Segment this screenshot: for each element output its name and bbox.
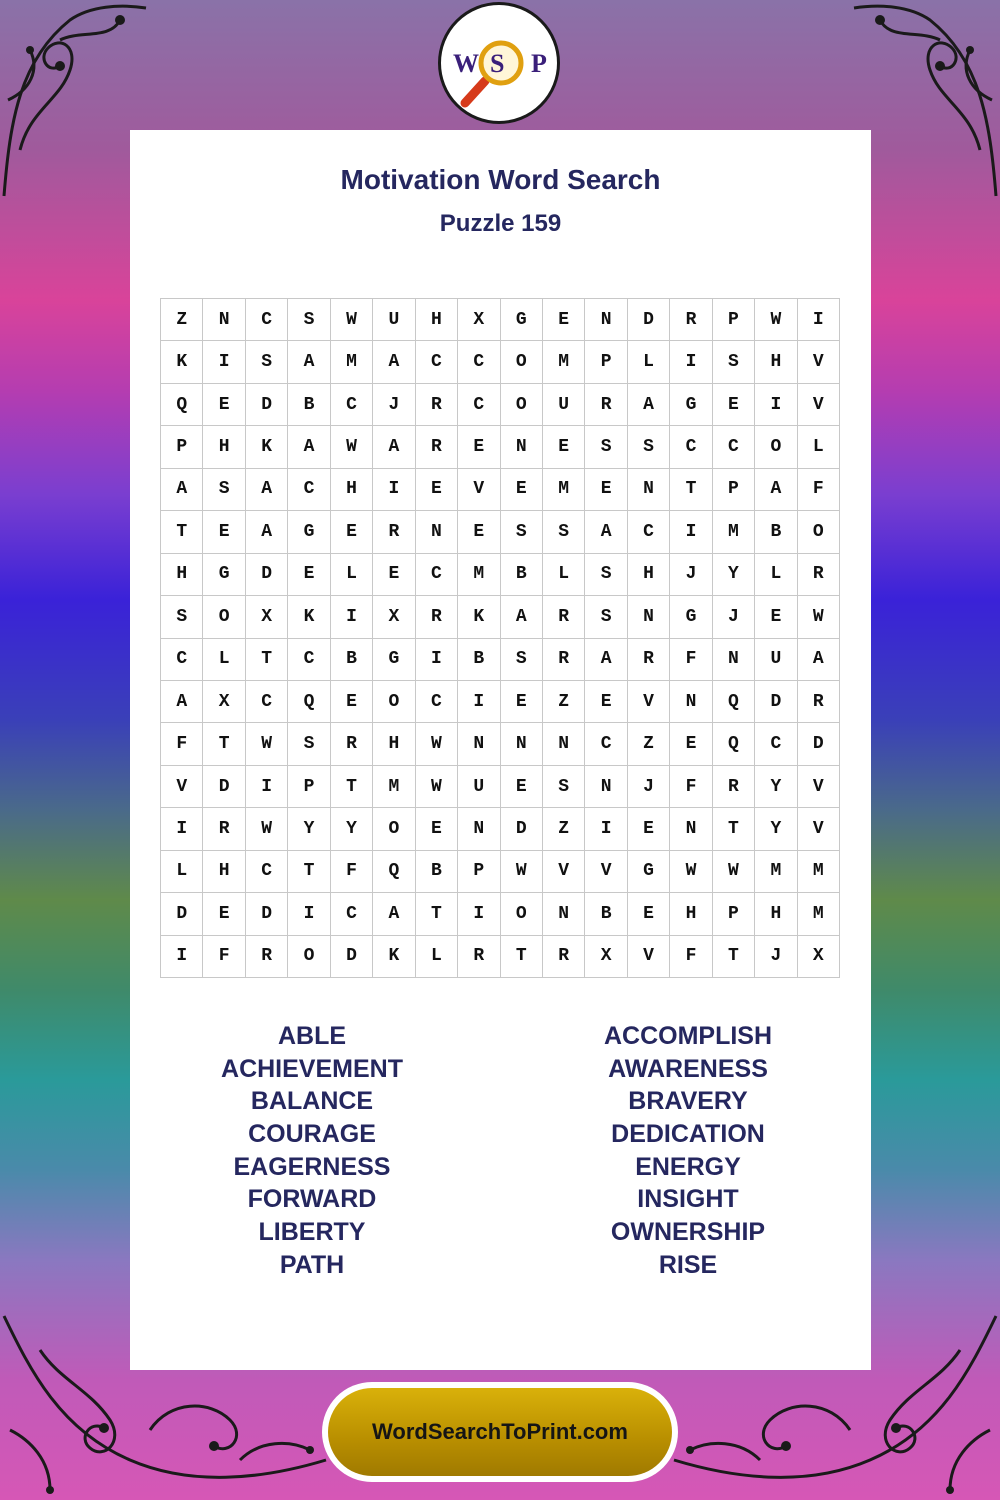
grid-cell[interactable]: D [798, 723, 840, 765]
grid-cell[interactable]: F [331, 851, 373, 893]
grid-cell[interactable]: M [798, 851, 840, 893]
word-item: FORWARD [247, 1185, 377, 1214]
grid-cell[interactable]: K [288, 596, 330, 638]
word-item: BALANCE [250, 1087, 374, 1116]
word-item: ENERGY [635, 1152, 741, 1181]
grid-cell[interactable]: L [161, 851, 203, 893]
grid-cell[interactable]: M [755, 851, 797, 893]
grid-cell[interactable]: Q [161, 384, 203, 426]
grid-cell[interactable]: I [373, 469, 415, 511]
site-banner-pill[interactable] [328, 1388, 672, 1476]
grid-cell[interactable]: P [161, 426, 203, 468]
grid-cell[interactable]: C [288, 469, 330, 511]
grid-cell[interactable]: T [331, 766, 373, 808]
grid-cell[interactable]: N [585, 766, 627, 808]
word-item: RISE [658, 1250, 718, 1279]
grid-cell[interactable]: E [543, 299, 585, 341]
grid-cell[interactable]: Z [543, 681, 585, 723]
grid-cell[interactable]: V [458, 469, 500, 511]
grid-cell[interactable]: C [416, 681, 458, 723]
grid-cell[interactable]: M [543, 341, 585, 383]
grid-cell[interactable]: D [331, 936, 373, 978]
grid-cell[interactable]: C [288, 639, 330, 681]
grid-cell[interactable]: A [161, 469, 203, 511]
grid-cell[interactable]: G [670, 596, 712, 638]
grid-cell[interactable]: O [798, 511, 840, 553]
grid-cell[interactable]: N [501, 426, 543, 468]
grid-cell[interactable]: H [331, 469, 373, 511]
grid-cell[interactable]: M [373, 766, 415, 808]
grid-cell[interactable]: I [416, 639, 458, 681]
grid-cell[interactable]: L [203, 639, 245, 681]
grid-cell[interactable]: R [416, 596, 458, 638]
grid-cell[interactable]: A [288, 426, 330, 468]
grid-cell[interactable]: N [501, 723, 543, 765]
word-item: INSIGHT [637, 1185, 739, 1214]
grid-cell[interactable]: S [543, 766, 585, 808]
word-item: DEDICATION [611, 1120, 765, 1149]
grid-cell[interactable]: P [458, 851, 500, 893]
grid-cell[interactable]: E [288, 554, 330, 596]
grid-cell[interactable]: X [458, 299, 500, 341]
grid-cell[interactable]: B [755, 511, 797, 553]
grid-cell[interactable]: W [713, 851, 755, 893]
site-logo[interactable] [438, 2, 560, 124]
word-item: OWNERSHIP [610, 1218, 766, 1247]
grid-cell[interactable]: P [288, 766, 330, 808]
grid-cell[interactable]: R [416, 384, 458, 426]
word-item: BRAVERY [628, 1087, 748, 1116]
grid-cell[interactable]: V [798, 341, 840, 383]
site-link[interactable]: WordSearchToPrint.com [372, 1419, 628, 1444]
grid-cell[interactable]: N [203, 299, 245, 341]
word-list-left [162, 1020, 462, 1282]
grid-cell[interactable]: C [331, 384, 373, 426]
grid-cell[interactable]: J [373, 384, 415, 426]
grid-cell[interactable]: K [458, 596, 500, 638]
grid-cell[interactable]: J [670, 554, 712, 596]
grid-cell[interactable]: U [373, 299, 415, 341]
grid-cell[interactable]: V [798, 766, 840, 808]
grid-cell[interactable]: L [798, 426, 840, 468]
grid-cell[interactable]: R [458, 936, 500, 978]
grid-cell[interactable]: I [458, 893, 500, 935]
grid-cell[interactable]: F [670, 936, 712, 978]
grid-cell[interactable]: D [755, 681, 797, 723]
grid-cell[interactable]: E [416, 469, 458, 511]
grid-cell[interactable]: Y [288, 808, 330, 850]
grid-cell[interactable]: C [755, 723, 797, 765]
grid-cell[interactable]: N [585, 299, 627, 341]
grid-cell[interactable]: K [373, 936, 415, 978]
grid-cell[interactable]: Y [713, 554, 755, 596]
grid-cell[interactable]: R [543, 936, 585, 978]
grid-cell[interactable]: I [670, 341, 712, 383]
puzzle-card [130, 130, 871, 1370]
grid-cell[interactable]: W [246, 723, 288, 765]
grid-cell[interactable]: R [416, 426, 458, 468]
grid-cell[interactable]: F [203, 936, 245, 978]
grid-cell[interactable]: R [203, 808, 245, 850]
grid-cell[interactable]: D [501, 808, 543, 850]
grid-cell[interactable]: T [203, 723, 245, 765]
grid-cell[interactable]: E [713, 384, 755, 426]
grid-cell[interactable]: L [543, 554, 585, 596]
grid-cell[interactable]: E [373, 554, 415, 596]
grid-cell[interactable]: G [670, 384, 712, 426]
word-item: EAGERNESS [233, 1152, 391, 1181]
grid-cell[interactable]: E [203, 511, 245, 553]
grid-cell[interactable]: P [713, 469, 755, 511]
grid-cell[interactable]: T [501, 936, 543, 978]
word-item: COURAGE [248, 1120, 376, 1149]
grid-cell[interactable]: R [373, 511, 415, 553]
grid-cell[interactable]: I [585, 808, 627, 850]
grid-cell[interactable]: V [628, 681, 670, 723]
grid-cell[interactable]: B [331, 639, 373, 681]
grid-cell[interactable]: S [585, 426, 627, 468]
grid-cell[interactable]: A [288, 341, 330, 383]
grid-cell[interactable]: O [288, 936, 330, 978]
grid-cell[interactable]: E [331, 511, 373, 553]
grid-cell[interactable]: K [246, 426, 288, 468]
grid-cell[interactable]: R [798, 554, 840, 596]
grid-cell[interactable]: R [543, 639, 585, 681]
grid-cell[interactable]: T [670, 469, 712, 511]
grid-cell[interactable]: F [798, 469, 840, 511]
grid-cell[interactable]: S [246, 341, 288, 383]
grid-cell[interactable]: S [628, 426, 670, 468]
grid-cell[interactable]: O [755, 426, 797, 468]
grid-cell[interactable]: T [288, 851, 330, 893]
grid-cell[interactable]: L [331, 554, 373, 596]
grid-cell[interactable]: M [798, 893, 840, 935]
grid-cell[interactable]: H [670, 893, 712, 935]
grid-cell[interactable]: E [755, 596, 797, 638]
grid-cell[interactable]: X [246, 596, 288, 638]
grid-cell[interactable]: S [161, 596, 203, 638]
grid-cell[interactable]: C [585, 723, 627, 765]
grid-cell[interactable]: R [543, 596, 585, 638]
grid-cell[interactable]: B [501, 554, 543, 596]
grid-cell[interactable]: S [501, 639, 543, 681]
grid-cell[interactable]: V [628, 936, 670, 978]
grid-cell[interactable]: Q [373, 851, 415, 893]
grid-cell[interactable]: R [628, 639, 670, 681]
grid-cell[interactable]: R [713, 766, 755, 808]
grid-cell[interactable]: S [713, 341, 755, 383]
grid-cell[interactable]: G [203, 554, 245, 596]
grid-cell[interactable]: I [331, 596, 373, 638]
grid-cell[interactable]: E [203, 384, 245, 426]
grid-cell[interactable]: O [501, 341, 543, 383]
grid-cell[interactable]: X [373, 596, 415, 638]
grid-cell[interactable]: L [755, 554, 797, 596]
grid-cell[interactable]: E [458, 426, 500, 468]
grid-cell[interactable]: M [331, 341, 373, 383]
grid-cell[interactable]: R [585, 384, 627, 426]
word-item: LIBERTY [258, 1218, 366, 1247]
grid-cell[interactable]: M [713, 511, 755, 553]
grid-cell[interactable]: C [161, 639, 203, 681]
grid-cell[interactable]: W [755, 299, 797, 341]
word-item: PATH [279, 1250, 345, 1279]
grid-cell[interactable]: H [161, 554, 203, 596]
grid-cell[interactable]: B [288, 384, 330, 426]
grid-cell[interactable]: D [628, 299, 670, 341]
grid-cell[interactable]: P [713, 893, 755, 935]
grid-cell[interactable]: A [246, 469, 288, 511]
logo-letter-p: P [531, 49, 547, 78]
grid-cell[interactable]: K [161, 341, 203, 383]
grid-cell[interactable]: N [543, 723, 585, 765]
letter-grid[interactable] [160, 298, 840, 978]
grid-cell[interactable]: G [628, 851, 670, 893]
grid-cell[interactable]: I [798, 299, 840, 341]
grid-cell[interactable]: I [288, 893, 330, 935]
grid-cell[interactable]: E [458, 511, 500, 553]
grid-cell[interactable]: W [331, 299, 373, 341]
grid-cell[interactable]: Q [713, 723, 755, 765]
grid-cell[interactable]: S [585, 554, 627, 596]
grid-cell[interactable]: C [331, 893, 373, 935]
grid-cell[interactable]: E [585, 469, 627, 511]
grid-cell[interactable]: X [798, 936, 840, 978]
grid-cell[interactable]: D [203, 766, 245, 808]
grid-cell[interactable]: H [755, 893, 797, 935]
grid-cell[interactable]: U [543, 384, 585, 426]
grid-cell[interactable]: D [246, 893, 288, 935]
grid-cell[interactable]: T [161, 511, 203, 553]
grid-cell[interactable]: F [161, 723, 203, 765]
word-item: ACHIEVEMENT [221, 1054, 403, 1083]
grid-cell[interactable]: J [628, 766, 670, 808]
grid-cell[interactable]: G [288, 511, 330, 553]
grid-cell[interactable]: A [161, 681, 203, 723]
grid-cell[interactable]: H [628, 554, 670, 596]
grid-cell[interactable]: S [288, 723, 330, 765]
grid-cell[interactable]: O [373, 681, 415, 723]
grid-cell[interactable]: V [543, 851, 585, 893]
grid-cell[interactable]: C [628, 511, 670, 553]
grid-cell[interactable]: E [331, 681, 373, 723]
grid-cell[interactable]: G [373, 639, 415, 681]
grid-cell[interactable]: A [755, 469, 797, 511]
grid-cell[interactable]: E [501, 469, 543, 511]
grid-cell[interactable]: N [458, 808, 500, 850]
grid-cell[interactable]: Z [161, 299, 203, 341]
puzzle-number: Puzzle 159 [439, 210, 562, 237]
grid-cell[interactable]: O [501, 893, 543, 935]
grid-cell[interactable]: B [416, 851, 458, 893]
grid-cell[interactable]: R [331, 723, 373, 765]
grid-cell[interactable]: N [416, 511, 458, 553]
grid-cell[interactable]: N [670, 681, 712, 723]
grid-cell[interactable]: E [416, 808, 458, 850]
word-list-right [538, 1020, 838, 1282]
grid-cell[interactable]: R [798, 681, 840, 723]
grid-cell[interactable]: C [458, 341, 500, 383]
grid-cell[interactable]: H [373, 723, 415, 765]
grid-cell[interactable]: D [246, 554, 288, 596]
grid-cell[interactable]: S [543, 511, 585, 553]
grid-cell[interactable]: C [713, 426, 755, 468]
grid-cell[interactable]: H [203, 851, 245, 893]
corner-ornament-top-right-icon [850, 0, 1000, 200]
grid-cell[interactable]: D [246, 384, 288, 426]
grid-cell[interactable]: A [501, 596, 543, 638]
grid-cell[interactable]: D [161, 893, 203, 935]
word-item: AWARENESS [608, 1054, 768, 1083]
grid-cell[interactable]: T [713, 808, 755, 850]
grid-cell[interactable]: M [458, 554, 500, 596]
grid-cell[interactable]: V [798, 808, 840, 850]
grid-cell[interactable]: Q [288, 681, 330, 723]
grid-cell[interactable]: I [458, 681, 500, 723]
grid-cell[interactable]: R [246, 936, 288, 978]
grid-cell[interactable]: W [331, 426, 373, 468]
site-banner[interactable] [322, 1382, 678, 1482]
grid-cell[interactable]: E [670, 723, 712, 765]
grid-cell[interactable]: T [416, 893, 458, 935]
grid-cell[interactable]: V [585, 851, 627, 893]
grid-cell[interactable]: P [585, 341, 627, 383]
grid-cell[interactable]: A [373, 893, 415, 935]
grid-cell[interactable]: S [203, 469, 245, 511]
grid-cell[interactable]: F [670, 766, 712, 808]
grid-cell[interactable]: A [585, 639, 627, 681]
grid-cell[interactable]: L [628, 341, 670, 383]
grid-cell[interactable]: A [373, 341, 415, 383]
grid-cell[interactable]: H [755, 341, 797, 383]
grid-cell[interactable]: W [416, 766, 458, 808]
grid-cell[interactable]: Q [713, 681, 755, 723]
grid-cell[interactable]: W [246, 808, 288, 850]
grid-cell[interactable]: C [416, 554, 458, 596]
grid-cell[interactable]: R [670, 299, 712, 341]
grid-cell[interactable]: I [670, 511, 712, 553]
grid-cell[interactable]: E [628, 893, 670, 935]
grid-cell[interactable]: N [458, 723, 500, 765]
grid-cell[interactable]: L [416, 936, 458, 978]
grid-cell[interactable]: A [628, 384, 670, 426]
grid-cell[interactable]: Y [755, 808, 797, 850]
grid-cell[interactable]: E [203, 893, 245, 935]
grid-cell[interactable]: P [713, 299, 755, 341]
grid-cell[interactable]: J [755, 936, 797, 978]
grid-cell[interactable]: I [246, 766, 288, 808]
grid-cell[interactable]: V [798, 384, 840, 426]
grid-cell[interactable]: N [628, 596, 670, 638]
corner-ornament-top-left-icon [0, 0, 150, 200]
grid-cell[interactable]: N [670, 808, 712, 850]
grid-cell[interactable]: N [543, 893, 585, 935]
grid-cell[interactable]: U [755, 639, 797, 681]
grid-cell[interactable]: I [755, 384, 797, 426]
grid-cell[interactable]: I [161, 808, 203, 850]
grid-cell[interactable]: A [585, 511, 627, 553]
grid-cell[interactable]: C [246, 851, 288, 893]
grid-cell[interactable]: C [246, 681, 288, 723]
grid-cell[interactable]: H [416, 299, 458, 341]
grid-cell[interactable]: Y [331, 808, 373, 850]
grid-cell[interactable]: S [501, 511, 543, 553]
grid-cell[interactable]: X [203, 681, 245, 723]
grid-cell[interactable]: Z [543, 808, 585, 850]
grid-cell[interactable]: E [543, 426, 585, 468]
grid-cell[interactable]: F [670, 639, 712, 681]
grid-cell[interactable]: J [713, 596, 755, 638]
grid-cell[interactable]: Y [755, 766, 797, 808]
grid-cell[interactable]: N [713, 639, 755, 681]
grid-cell[interactable]: C [416, 341, 458, 383]
grid-cell[interactable]: W [501, 851, 543, 893]
grid-cell[interactable]: I [161, 936, 203, 978]
grid-cell[interactable]: O [501, 384, 543, 426]
logo-letter-w: W [453, 49, 479, 78]
grid-cell[interactable]: X [585, 936, 627, 978]
grid-cell[interactable]: T [246, 639, 288, 681]
grid-cell[interactable]: B [585, 893, 627, 935]
grid-cell[interactable]: W [670, 851, 712, 893]
word-item: ACCOMPLISH [603, 1022, 773, 1050]
grid-cell[interactable]: G [501, 299, 543, 341]
grid-cell[interactable]: C [458, 384, 500, 426]
grid-cell[interactable]: V [161, 766, 203, 808]
grid-cell[interactable]: N [628, 469, 670, 511]
grid-cell[interactable]: C [246, 299, 288, 341]
page-title: Motivation Word Search [340, 164, 661, 195]
grid-cell[interactable]: W [416, 723, 458, 765]
grid-cell[interactable]: A [246, 511, 288, 553]
grid-cell[interactable]: W [798, 596, 840, 638]
grid-cell[interactable]: E [501, 681, 543, 723]
grid-cell[interactable]: S [585, 596, 627, 638]
grid-cell[interactable]: O [373, 808, 415, 850]
grid-cell[interactable]: T [713, 936, 755, 978]
grid-cell[interactable]: M [543, 469, 585, 511]
grid-cell[interactable]: C [670, 426, 712, 468]
grid-cell[interactable]: H [203, 426, 245, 468]
grid-cell[interactable]: S [288, 299, 330, 341]
grid-cell[interactable]: O [203, 596, 245, 638]
grid-cell[interactable]: E [585, 681, 627, 723]
grid-cell[interactable]: E [501, 766, 543, 808]
grid-cell[interactable]: A [373, 426, 415, 468]
word-item: ABLE [277, 1022, 347, 1050]
grid-cell[interactable]: E [628, 808, 670, 850]
grid-cell[interactable]: B [458, 639, 500, 681]
grid-cell[interactable]: U [458, 766, 500, 808]
grid-cell[interactable]: A [798, 639, 840, 681]
grid-cell[interactable]: I [203, 341, 245, 383]
logo-letter-s: S [490, 49, 505, 78]
grid-cell[interactable]: Z [628, 723, 670, 765]
